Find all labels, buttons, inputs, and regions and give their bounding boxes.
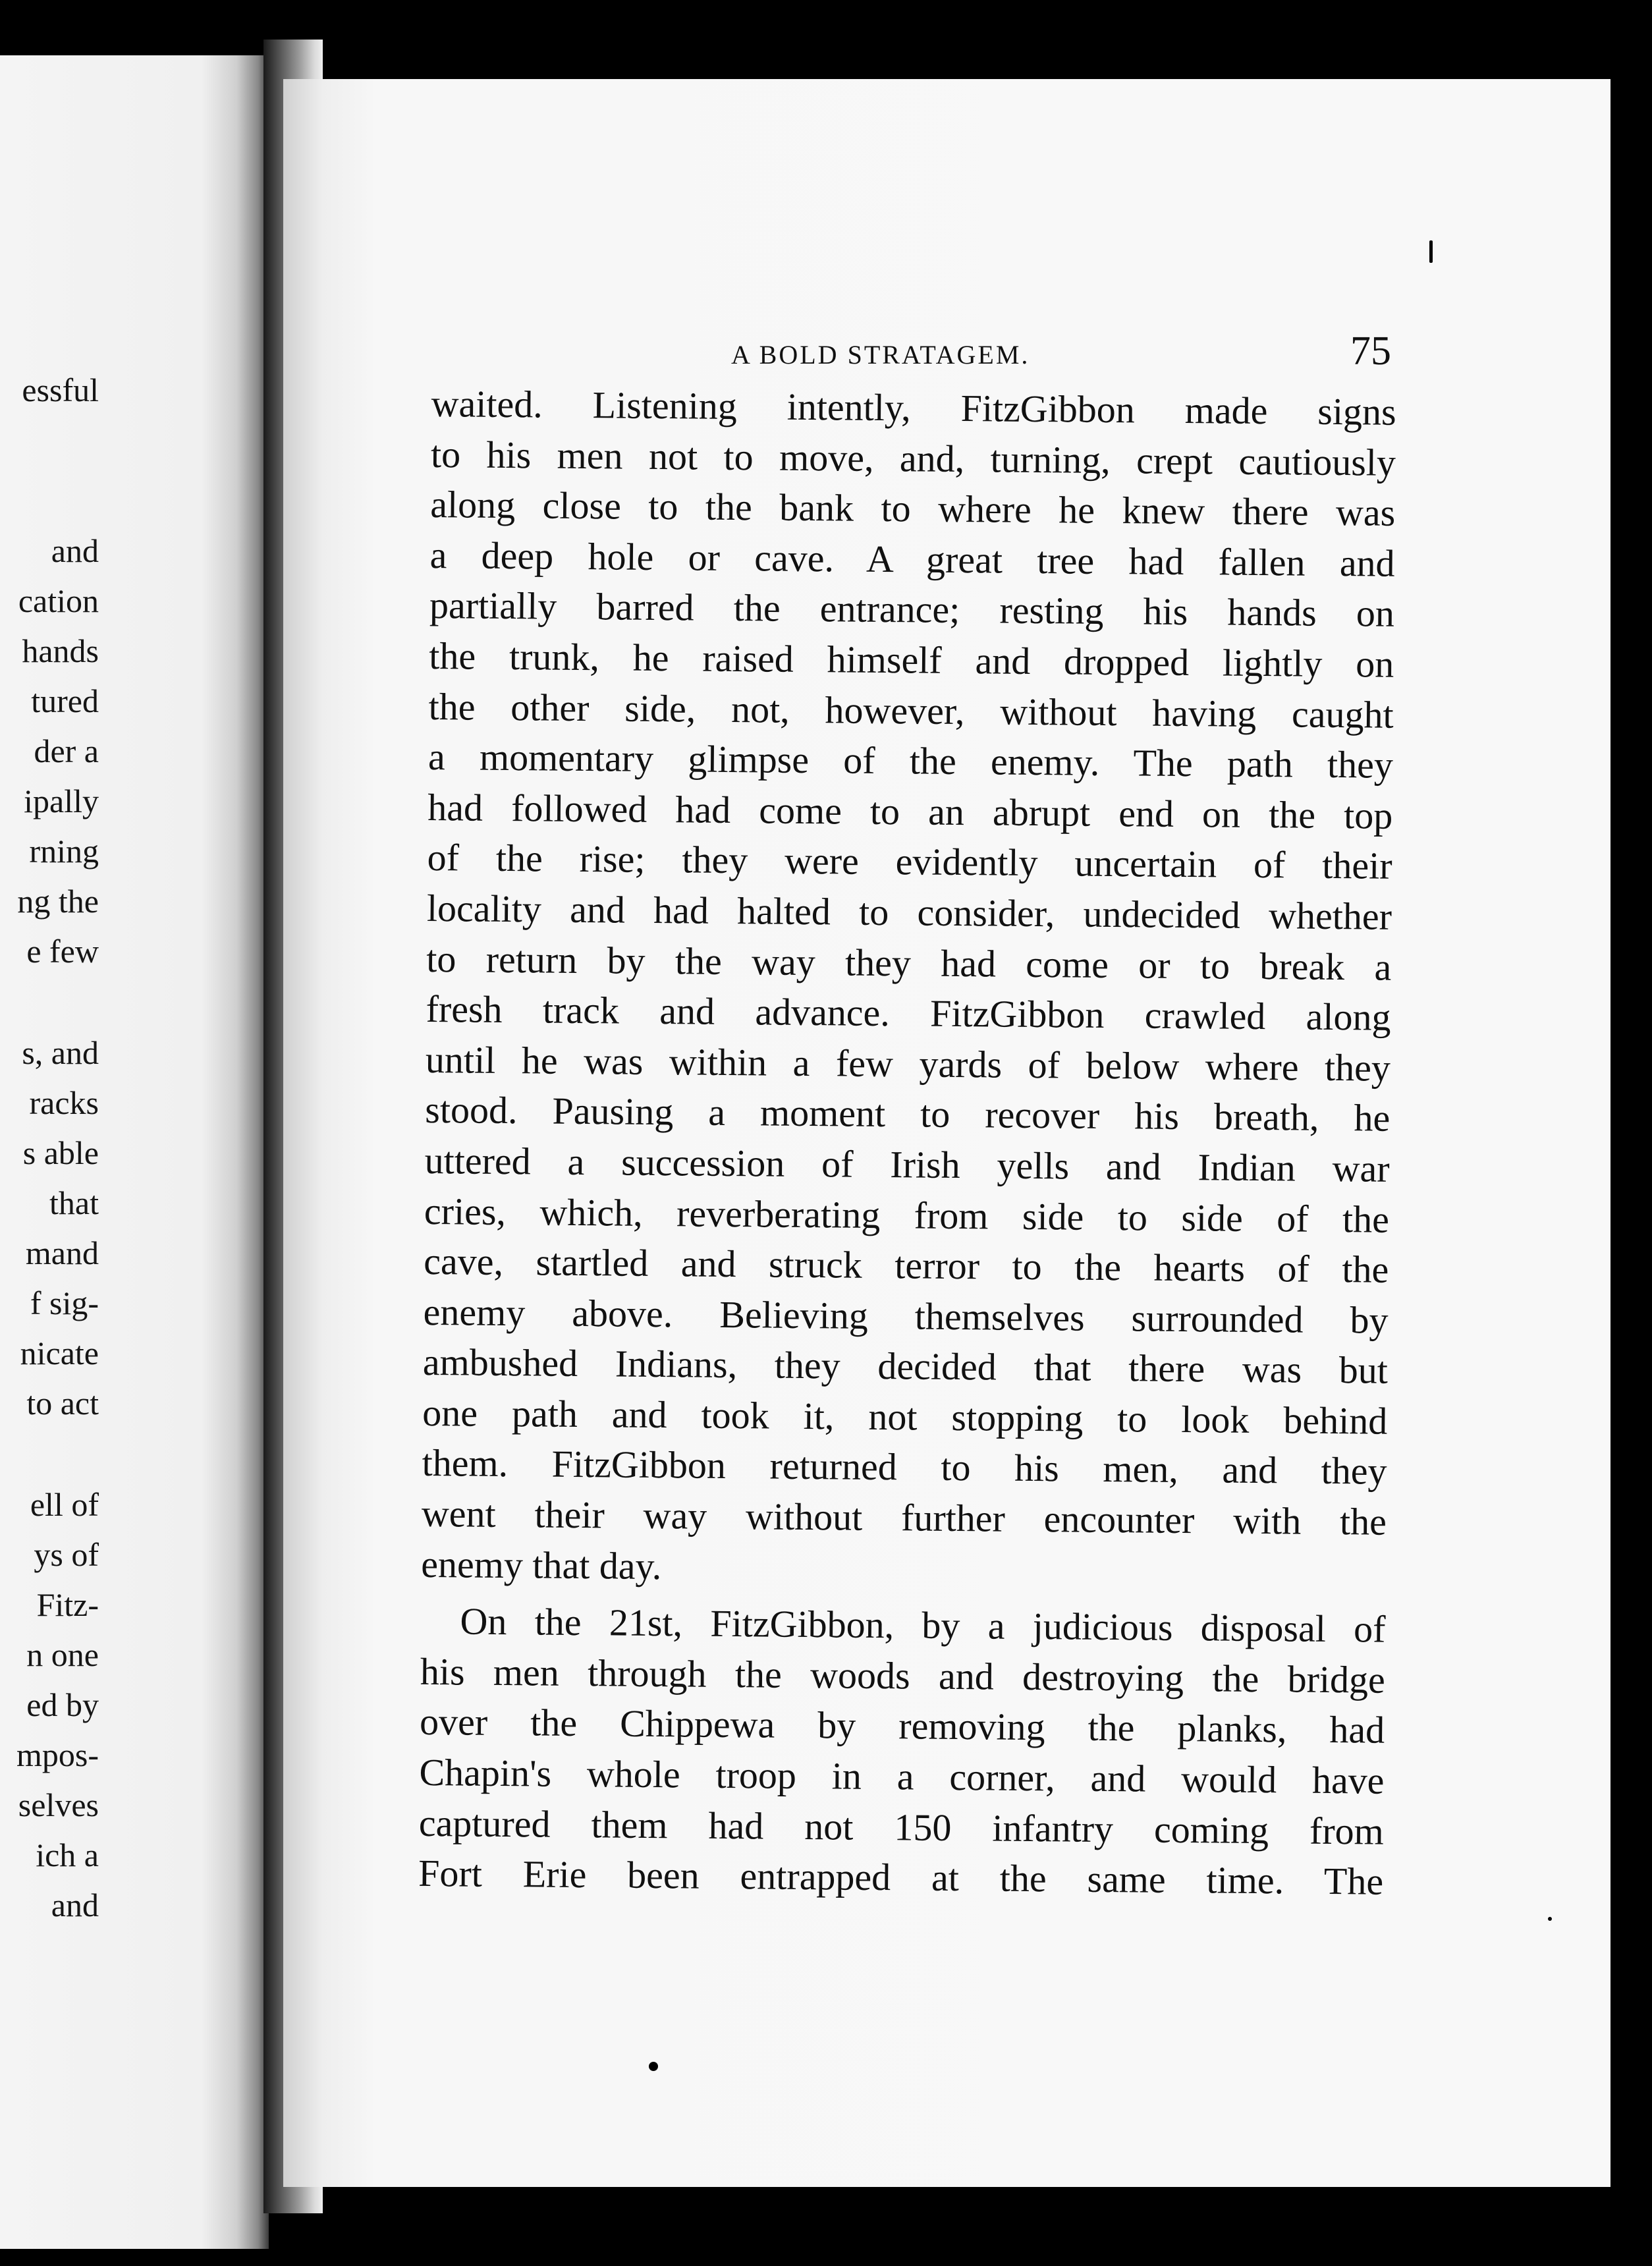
left-page-text-fragments — [0, 55, 263, 2249]
ink-speck — [1429, 240, 1433, 263]
text-line: fresh track and advance. FitzGibbon crawled along — [426, 987, 1391, 1039]
text-line: went their way without further encounter with the — [421, 1491, 1387, 1543]
main-page — [283, 79, 1611, 2187]
left-fragment: s, and — [22, 1034, 99, 1071]
left-fragment: selves — [18, 1786, 99, 1823]
text-line: to return by the way they had come or to break a — [426, 937, 1392, 989]
text-line: Fort Erie been entrapped at the same time. The — [418, 1852, 1384, 1903]
text-line: over the Chippewa by removing the planks, had — [419, 1700, 1385, 1752]
text-line: enemy that day. — [421, 1542, 662, 1588]
text-line: the other side, not, however, without having caught — [428, 684, 1394, 736]
left-fragment: ed by — [26, 1686, 99, 1723]
text-line: stood. Pausing a moment to recover his breath, he — [425, 1088, 1390, 1140]
text-line: ambushed Indians, they decided that there was but — [422, 1340, 1389, 1393]
text-line: a deep hole or cave. A great tree had fallen and — [429, 533, 1395, 585]
left-fragment: cation — [18, 582, 99, 619]
text-line: waited. Listening intently, FitzGibbon made signs — [431, 381, 1396, 433]
text-line: uttered a succession of Irish yells and Indian war — [424, 1138, 1390, 1190]
body-text — [418, 379, 1396, 1908]
text-line: his men through the woods and destroying the bridge — [420, 1649, 1386, 1701]
paragraph-1 — [421, 379, 1396, 1598]
left-fragment: der a — [34, 732, 99, 769]
left-fragment: s able — [22, 1134, 99, 1171]
left-fragment: rning — [29, 833, 99, 870]
left-fragment: e few — [26, 933, 99, 970]
ink-speck — [1548, 1917, 1552, 1921]
left-fragment: mpos- — [16, 1736, 99, 1773]
left-fragment: ich a — [36, 1837, 99, 1873]
left-fragment: mand — [25, 1234, 99, 1271]
text-line: along close to the bank to where he knew there was — [430, 483, 1396, 534]
text-line: a momentary glimpse of the enemy. The path they — [427, 735, 1394, 787]
text-line: enemy above. Believing themselves surrounded by — [423, 1290, 1389, 1342]
text-line: Chapin's whole troop in a corner, and would have — [419, 1750, 1385, 1802]
text-line: locality and had halted to consider, undecided whether — [426, 886, 1392, 938]
left-fragment: and — [51, 532, 99, 569]
left-fragment: ell of — [30, 1486, 99, 1523]
ink-speck — [649, 2062, 658, 2071]
running-head: A BOLD STRATAGEM. — [731, 340, 1030, 370]
text-line: partially barred the entrance; resting his hands on — [429, 584, 1395, 636]
text-line: the trunk, he raised himself and dropped lightly on — [429, 634, 1394, 686]
left-fragment: ys of — [34, 1536, 99, 1573]
left-fragment: ng the — [17, 883, 99, 920]
page-number: 75 — [1350, 329, 1391, 373]
left-fragment: essful — [22, 372, 99, 408]
text-line: On the 21st, FitzGibbon, by a judicious disposal of — [460, 1599, 1386, 1651]
text-line: cries, which, reverberating from side to side of the — [424, 1189, 1390, 1241]
left-fragment: ipally — [24, 783, 99, 819]
left-fragment: tured — [31, 682, 99, 719]
left-fragment: hands — [22, 632, 99, 669]
text-line: them. FitzGibbon returned to his men, and they — [422, 1441, 1387, 1493]
left-fragment: that — [49, 1184, 99, 1221]
left-fragment: Fitz- — [36, 1586, 99, 1623]
text-line: to his men not to move, and, turning, crept cautiously — [430, 432, 1396, 484]
text-line: one path and took it, not stopping to look behind — [422, 1391, 1388, 1443]
paragraph-2 — [418, 1596, 1386, 1907]
left-fragment: n one — [26, 1636, 99, 1673]
text-line: cave, startled and struck terror to the hearts of the — [424, 1240, 1389, 1291]
text-line: had followed had come to an abrupt end on the top — [427, 785, 1393, 837]
text-line: of the rise; they were evidently uncertain of their — [427, 836, 1392, 888]
left-fragment: to act — [26, 1385, 99, 1422]
left-fragment: nicate — [20, 1335, 99, 1371]
text-line: until he was within a few yards of below where they — [425, 1037, 1391, 1090]
left-fragment: and — [51, 1887, 99, 1923]
text-line: captured them had not 150 infantry coming from — [418, 1801, 1385, 1853]
left-fragment: f sig- — [30, 1285, 99, 1321]
left-fragment: racks — [29, 1084, 99, 1121]
left-facing-page — [0, 55, 269, 2249]
